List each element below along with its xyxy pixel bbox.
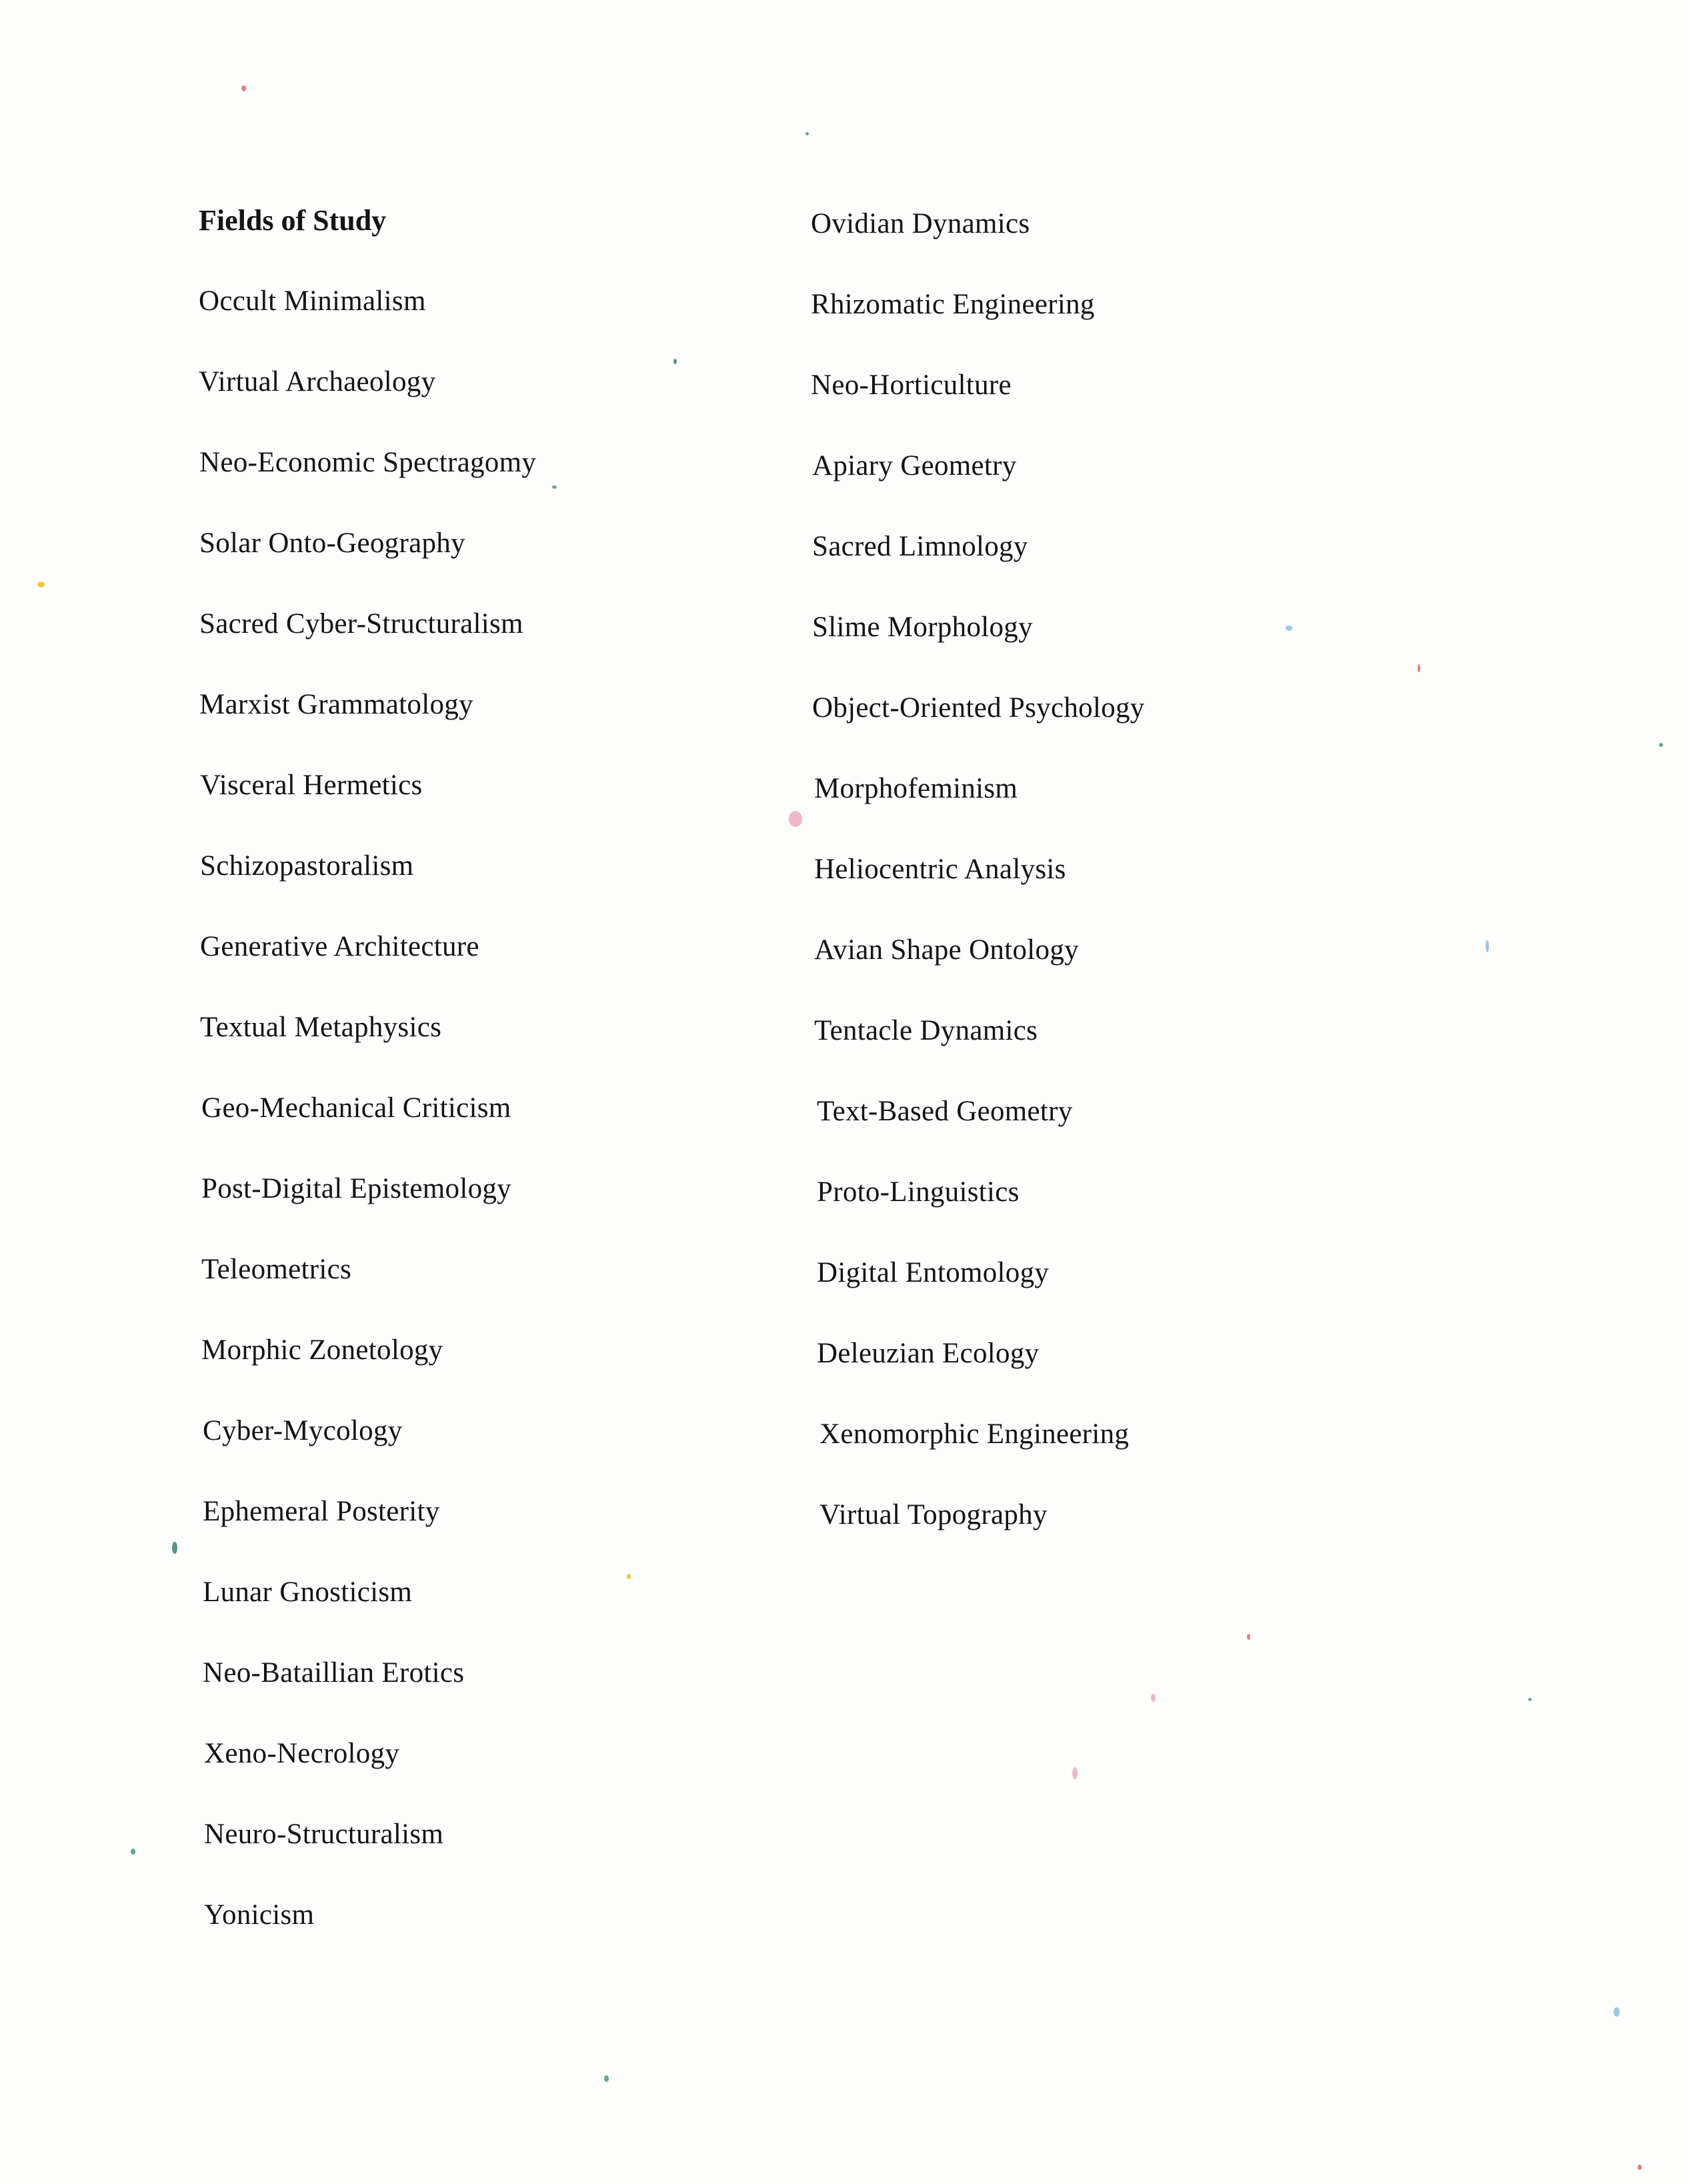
list-item: Heliocentric Analysis	[814, 854, 1066, 885]
list-item: Ovidian Dynamics	[811, 208, 1030, 239]
list-item: Teleometrics	[201, 1254, 352, 1285]
paper-speck	[241, 85, 246, 91]
paper-speck	[673, 359, 677, 364]
list-item: Post-Digital Epistemology	[201, 1173, 511, 1204]
left-column	[199, 180, 536, 1955]
list-item: Text-Based Geometry	[817, 1096, 1073, 1127]
paper-speck	[1286, 626, 1292, 631]
paper-speck	[1072, 1767, 1078, 1779]
paper-speck	[1151, 1694, 1156, 1702]
paper-speck	[1528, 1698, 1532, 1701]
list-item: Geo-Mechanical Criticism	[201, 1092, 511, 1124]
list-item: Visceral Hermetics	[200, 770, 423, 801]
list-item: Apiary Geometry	[812, 450, 1017, 481]
list-item: Deleuzian Ecology	[817, 1338, 1040, 1369]
list-item: Avian Shape Ontology	[814, 934, 1079, 966]
list-item: Morphic Zonetology	[201, 1334, 443, 1366]
list-item: Cyber-Mycology	[203, 1415, 403, 1446]
list-item: Tentacle Dynamics	[814, 1015, 1038, 1046]
paper-speck	[552, 485, 557, 489]
list-item: Neuro-Structuralism	[204, 1819, 444, 1850]
list-item: Lunar Gnosticism	[203, 1576, 413, 1608]
paper-speck	[805, 132, 809, 135]
list-item: Xeno-Necrology	[204, 1738, 400, 1769]
paper-speck	[1659, 743, 1663, 747]
list-item: Sacred Limnology	[812, 531, 1028, 562]
list-item: Digital Entomology	[817, 1257, 1050, 1288]
list-item: Proto-Linguistics	[817, 1176, 1020, 1208]
list-item: Generative Architecture	[200, 931, 479, 962]
paper-speck	[604, 2075, 609, 2082]
paper-speck	[131, 1849, 135, 1855]
list-item: Xenomorphic Engineering	[819, 1418, 1130, 1450]
paper-speck	[1486, 940, 1489, 952]
list-item: Marxist Grammatology	[199, 689, 473, 720]
list-item: Ephemeral Posterity	[203, 1496, 440, 1527]
list-item: Virtual Archaeology	[199, 366, 436, 397]
list-item: Virtual Topography	[819, 1499, 1048, 1530]
right-column	[811, 183, 1145, 1555]
paper-speck	[1418, 664, 1420, 672]
paper-speck	[37, 582, 45, 588]
list-item: Occult Minimalism	[199, 285, 426, 317]
list-item: Yonicism	[204, 1899, 315, 1931]
paper-speck	[789, 811, 802, 827]
list-item: Object-Oriented Psychology	[812, 692, 1145, 724]
paper-speck	[1247, 1634, 1250, 1640]
list-item: Sacred Cyber-Structuralism	[199, 608, 523, 640]
paper-speck	[627, 1574, 631, 1579]
list-item: Rhizomatic Engineering	[811, 289, 1095, 320]
list-item: Slime Morphology	[812, 612, 1033, 643]
list-item: Schizopastoralism	[200, 850, 414, 882]
list-item: Neo-Bataillian Erotics	[203, 1657, 465, 1689]
list-item: Textual Metaphysics	[200, 1012, 442, 1043]
paper-speck	[172, 1542, 177, 1554]
list-item: Morphofeminism	[814, 773, 1018, 804]
paper-speck	[1614, 2007, 1620, 2017]
list-item: Neo-Horticulture	[811, 369, 1012, 401]
list-item: Solar Onto-Geography	[199, 527, 465, 559]
paper-speck	[1638, 2165, 1642, 2170]
list-item: Neo-Economic Spectragomy	[199, 447, 537, 478]
page-title: Fields of Study	[199, 204, 387, 237]
